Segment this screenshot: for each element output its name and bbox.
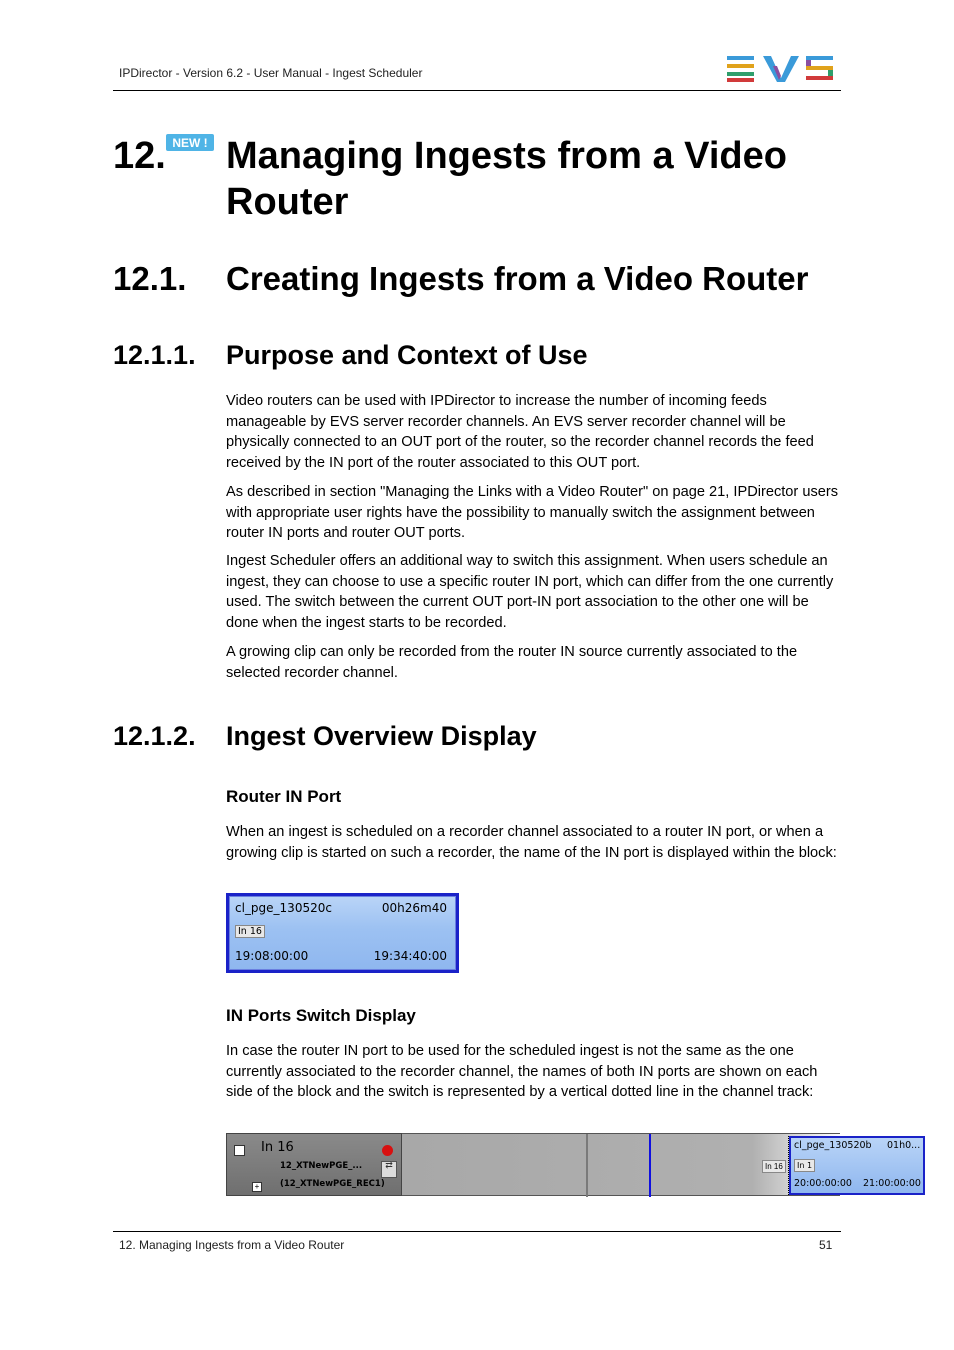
paragraph: As described in section "Managing the Links with a Video Router" on page 21, IPDirector users with appropriate user rights have the possibility to manually switch the assignment between router IN ports and router OUT ports.	[226, 484, 839, 542]
paragraph: Video routers can be used with IPDirector to increase the number of incoming feeds manageable by EVS server recorder channels. An EVS server recorder channel will be physically connected to an OUT port of the router, so the recorder channel records the feed received by the IN port of the router associated to this OUT port.	[226, 393, 814, 471]
chapter-number: 12.	[113, 135, 166, 177]
channel-header	[226, 1133, 402, 1196]
header-title: IPDirector - Version 6.2 - User Manual - Ingest Scheduler	[119, 66, 423, 80]
paragraph: A growing clip can only be recorded from the router IN source currently associated to the selected recorder channel.	[226, 644, 798, 681]
clip-start: 19:08:00:00	[235, 949, 309, 963]
new-badge-label: NEW !	[172, 136, 208, 150]
paragraph: In case the router IN port to be used for the scheduled ingest is not the same as the one currently associated to the recorder channel, the names of both IN ports are shown on each side of the block and the switch is represented by a vertical dotted line in the channel track:	[226, 1043, 818, 1101]
switch-heading: IN Ports Switch Display	[226, 1006, 416, 1025]
record-indicator-icon	[382, 1145, 393, 1156]
clip-end: 19:34:40:00	[373, 949, 447, 963]
paragraph: Ingest Scheduler offers an additional way to switch this assignment. When users schedule an ingest, they can choose to use a specific router IN port, which can differ from the one currently used. The switch between the current OUT port-IN port association to the other one will be done when the ingest starts to be recorded.	[226, 553, 834, 631]
evs-logo	[727, 54, 835, 82]
current-in-port-tag: In 16	[762, 1160, 786, 1173]
chapter-title: Managing Ingests from a Video Router	[226, 135, 787, 223]
channel-track-example	[226, 1133, 921, 1196]
in-port-tag: In 16	[235, 925, 265, 938]
new-badge	[166, 134, 214, 151]
footer-rule	[113, 1231, 841, 1232]
timeline-area	[402, 1133, 921, 1196]
subsection-2-number: 12.1.2.	[113, 721, 196, 751]
subsection-2-title: Ingest Overview Display	[226, 721, 537, 751]
in-port-tag: In 1	[794, 1159, 815, 1172]
channel-checkbox	[234, 1145, 245, 1156]
header-rule	[113, 90, 841, 91]
clip-name: cl_pge_130520c	[235, 901, 332, 915]
clip-duration: 00h26m40	[381, 901, 447, 915]
section-number: 12.1.	[113, 260, 187, 297]
timeline-cursor	[649, 1134, 651, 1197]
ingest-block-example	[226, 893, 459, 973]
scheduled-ingest-block	[789, 1136, 925, 1195]
clip-name: cl_pge_130520b	[794, 1140, 872, 1151]
recorder-full-name: (12_XTNewPGE_REC1)	[280, 1179, 385, 1189]
switch-arrows-icon: ⇄	[381, 1161, 397, 1178]
track-separator	[586, 1134, 588, 1197]
clip-duration: 01h0...	[887, 1140, 921, 1151]
subsection-1-number: 12.1.1.	[113, 340, 196, 370]
clip-start: 20:00:00:00	[794, 1178, 852, 1189]
paragraph: When an ingest is scheduled on a recorder channel associated to a router IN port, or when a growing clip is started on such a recorder, the name of the IN port is displayed within the block:	[226, 824, 837, 861]
section-title: Creating Ingests from a Video Router	[226, 260, 809, 297]
expand-icon: +	[252, 1182, 262, 1192]
subsection-1-title: Purpose and Context of Use	[226, 340, 588, 370]
footer-chapter: 12. Managing Ingests from a Video Router	[119, 1238, 345, 1252]
channel-in-label: In 16	[261, 1140, 294, 1155]
router-in-heading: Router IN Port	[226, 787, 342, 806]
clip-end: 21:00:00:00	[863, 1178, 921, 1189]
page-number: 51	[819, 1238, 833, 1252]
recorder-short-name: 12_XTNewPGE_...	[280, 1161, 363, 1171]
